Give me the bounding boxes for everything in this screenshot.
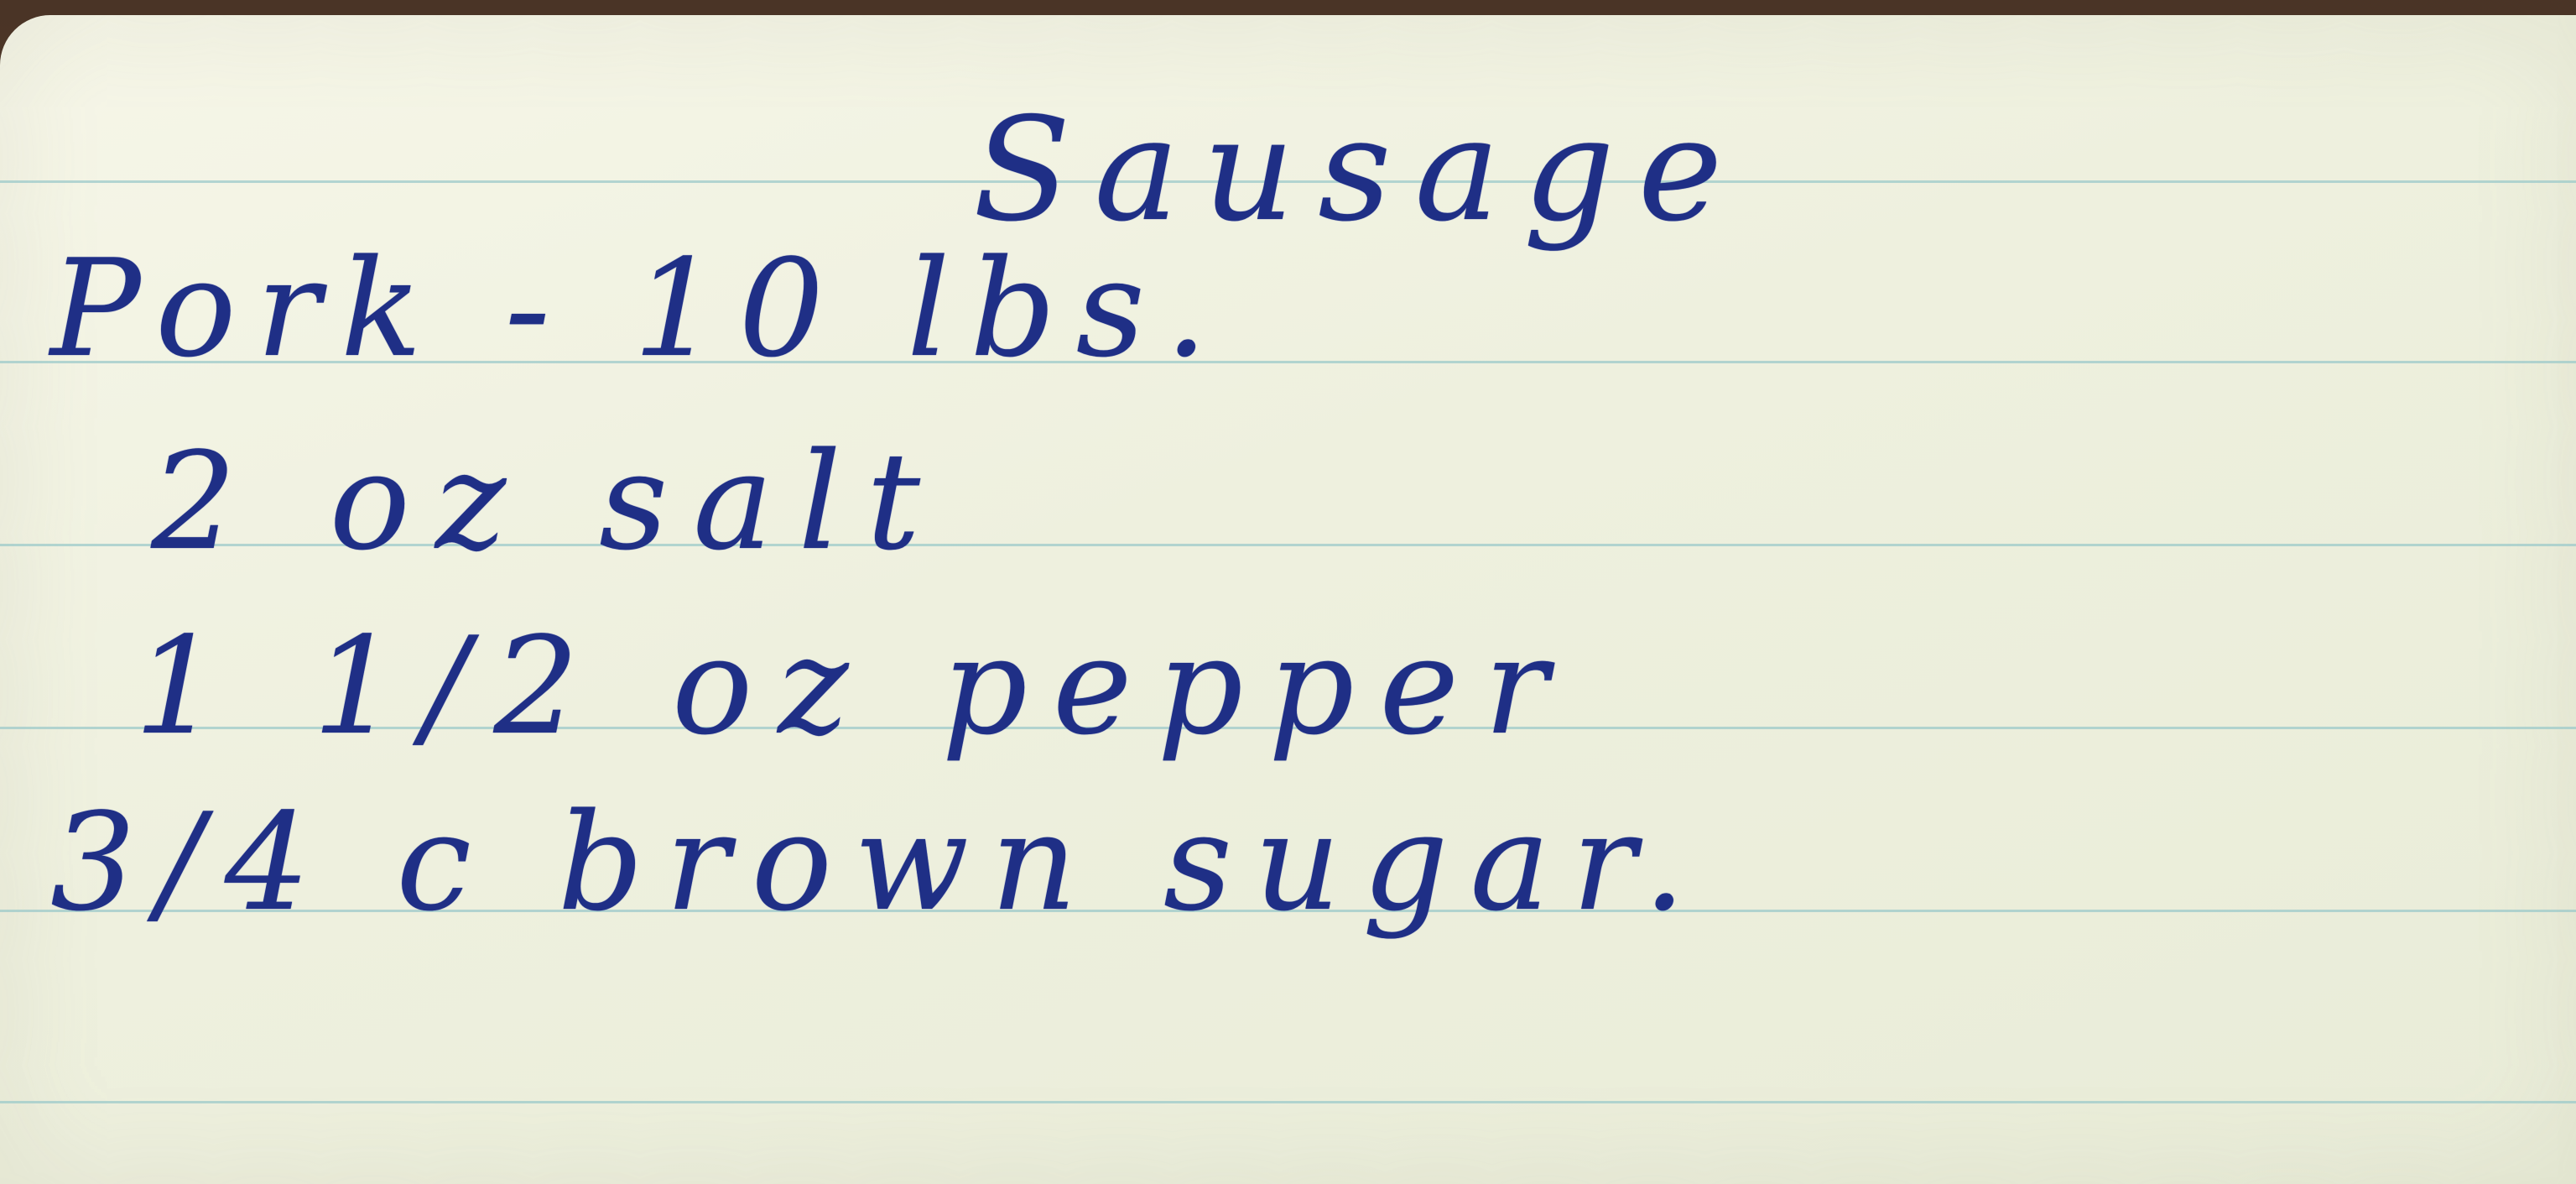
ingredient-line-pork: Pork - 10 lbs.: [50, 230, 1228, 387]
recipe-card: [0, 15, 2576, 1184]
recipe-title: Sausage: [973, 87, 1746, 253]
ingredient-line-brown-sugar: 3/4 c brown sugar.: [50, 784, 1708, 941]
ruled-line: [0, 1101, 2576, 1103]
ingredient-line-pepper: 1 1/2 oz pepper: [134, 608, 1574, 764]
ingredient-line-salt: 2 oz salt: [151, 423, 946, 580]
